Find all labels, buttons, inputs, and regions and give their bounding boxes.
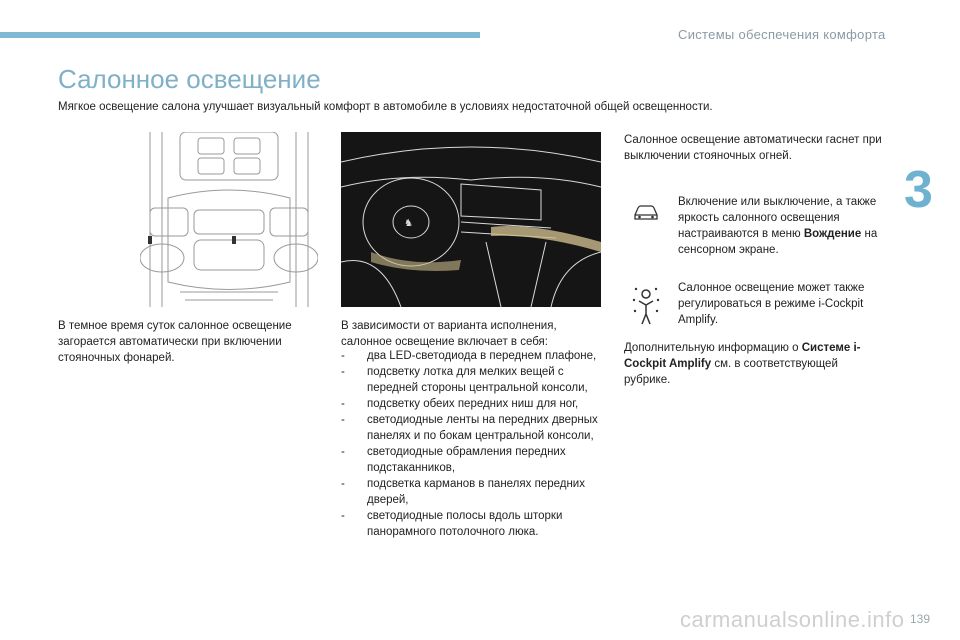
list-item: - два LED-светодиода в переднем плафоне, [341,348,603,364]
right-top-paragraph: Салонное освещение автоматически гаснет при выключении стояночных огней. [624,134,882,162]
right-person-paragraph: Салонное освещение может также регулироваться в режиме i-Cockpit Amplify. [678,282,865,326]
section-title: Системы обеспечения комфорта [678,27,886,42]
right-more-paragraph: Дополнительную информацию о Системе i-Cockpit Amplify см. в соответствующей рубрике. [624,342,861,386]
page-title: Салонное освещение [58,64,321,94]
list-item: - светодиодные ленты на передних дверных панелях и по бокам центральной консоли, [341,412,603,444]
header-accent-bar [0,32,480,38]
page-number: 139 [910,612,931,626]
list-item: - светодиодные полосы вдоль шторки панорамного потолочного люка. [341,508,603,540]
list-item: - подсветку обеих передних ниш для ног, [341,396,603,412]
svg-text:♞: ♞ [404,218,413,229]
intro-text: Мягкое освещение салона улучшает визуальный комфорт в автомобиле в условиях недостаточной общей освещенности. [58,101,713,113]
list-item: - подсветку лотка для мелких вещей с передней стороны центральной консоли, [341,364,603,396]
cockpit-ambient-light-illustration [341,132,601,307]
right-car-paragraph: Включение или выключение, а также яркость салонного освещения настраиваются в меню Вождение на сенсорном экране. [678,196,878,256]
watermark: carmanualsonline.info [680,607,905,632]
ceiling-light-illustration [140,132,318,307]
middle-intro: В зависимости от варианта исполнения, салонное освещение включает в себя: [341,320,557,348]
person-sound-icon [632,286,660,326]
chapter-number: 3 [904,161,933,219]
list-item: - светодиодные обрамления передних подстаканников, [341,444,603,476]
lighting-list [341,348,603,540]
car-settings-icon [632,204,660,222]
list-item: - подсветка карманов в панелях передних дверей, [341,476,603,508]
left-paragraph: В темное время суток салонное освещение загорается автоматически при включении стояночных фонарей. [58,320,292,364]
